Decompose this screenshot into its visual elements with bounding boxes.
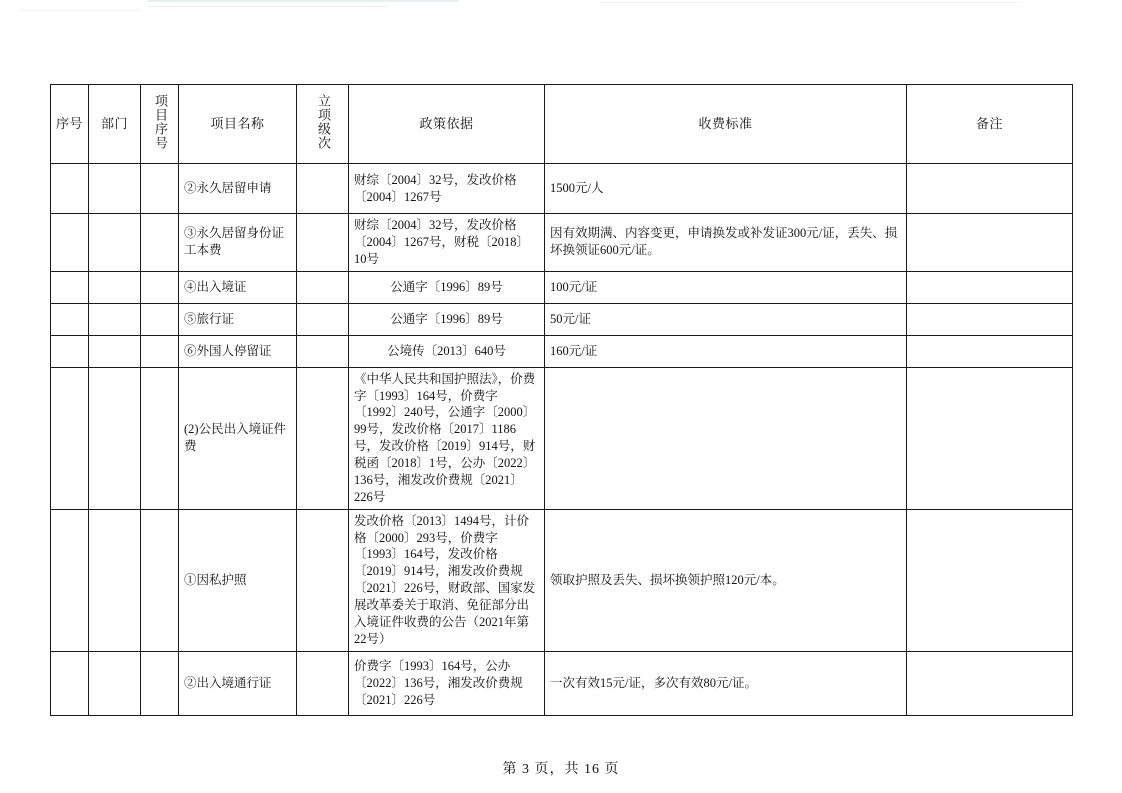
scan-artifact [20, 10, 140, 11]
column-header-dept-label: 部门 [100, 115, 128, 131]
cell-policy-basis: 公通字〔1996〕89号 [349, 303, 545, 335]
table-row [51, 335, 1073, 367]
cell-dept [89, 214, 141, 272]
cell-seq [51, 214, 89, 272]
cell-remark [907, 335, 1073, 367]
cell-item-name: ⑥外国人停留证 [179, 335, 297, 367]
cell-seq [51, 509, 89, 651]
column-header-seq [51, 85, 89, 164]
cell-policy-basis: 公通字〔1996〕89号 [349, 271, 545, 303]
cell-policy-basis: 公境传〔2013〕640号 [349, 335, 545, 367]
cell-dept [89, 271, 141, 303]
page-footer: 第 3 页，共 16 页 [502, 762, 620, 777]
cell-policy-basis: 《中华人民共和国护照法》，价费字〔1993〕164号，价费字〔1992〕240号，公通字〔2000〕99号，发改价格〔2017〕1186号，发改价格〔2019〕914号，财税函〔2018〕1号，公办〔2022〕136号，湘发改价费规〔2021〕226号 [349, 367, 545, 509]
cell-dept [89, 335, 141, 367]
cell-dept [89, 509, 141, 651]
cell-level [297, 335, 349, 367]
table-row [51, 164, 1073, 214]
cell-level [297, 164, 349, 214]
table-row [51, 651, 1073, 715]
cell-level [297, 271, 349, 303]
cell-item-name: ②永久居留申请 [179, 164, 297, 214]
cell-level [297, 214, 349, 272]
cell-itemno [141, 509, 179, 651]
table-row [51, 271, 1073, 303]
cell-dept [89, 367, 141, 509]
table-body [51, 164, 1073, 716]
cell-policy-basis: 发改价格〔2013〕1494号，计价格〔2000〕293号，价费字〔1993〕164号，发改价格〔2019〕914号，湘发改价费规〔2021〕226号，财政部、国家发展改革委关于取消、免征部分出入境证件收费的公告（2021年第22号） [349, 509, 545, 651]
cell-level [297, 367, 349, 509]
scan-artifact [148, 6, 388, 7]
scan-artifact [148, 0, 458, 2]
column-header-name-label: 项目名称 [210, 115, 265, 131]
table-row [51, 367, 1073, 509]
cell-seq [51, 164, 89, 214]
column-header-remark-label: 备注 [975, 115, 1003, 131]
table-row [51, 303, 1073, 335]
cell-seq [51, 651, 89, 715]
cell-policy-basis: 财综〔2004〕32号，发改价格〔2004〕1267号，财税〔2018〕10号 [349, 214, 545, 272]
cell-item-name: ③永久居留身份证工本费 [179, 214, 297, 272]
cell-fee-standard: 因有效期满、内容变更，申请换发或补发证300元/证，丢失、损坏换领证600元/证。 [545, 214, 907, 272]
table-header-row [51, 85, 1073, 164]
column-header-name [179, 85, 297, 164]
column-header-dept [89, 85, 141, 164]
cell-remark [907, 164, 1073, 214]
cell-remark [907, 367, 1073, 509]
column-header-itemno-label: 项目序号 [152, 93, 168, 150]
cell-item-name: ②出入境通行证 [179, 651, 297, 715]
cell-level [297, 509, 349, 651]
cell-level [297, 651, 349, 715]
column-header-level-label: 立项级次 [315, 93, 331, 150]
cell-itemno [141, 303, 179, 335]
cell-remark [907, 303, 1073, 335]
fee-schedule-table [50, 84, 1073, 716]
cell-level [297, 303, 349, 335]
column-header-itemno [141, 85, 179, 164]
cell-fee-standard: 一次有效15元/证，多次有效80元/证。 [545, 651, 907, 715]
cell-dept [89, 303, 141, 335]
cell-seq [51, 367, 89, 509]
cell-dept [89, 651, 141, 715]
table-row [51, 214, 1073, 272]
cell-item-name: ①因私护照 [179, 509, 297, 651]
column-header-seq-label: 序号 [56, 115, 84, 131]
cell-item-name: (2)公民出入境证件费 [179, 367, 297, 509]
cell-itemno [141, 271, 179, 303]
cell-policy-basis: 财综〔2004〕32号，发改价格〔2004〕1267号 [349, 164, 545, 214]
column-header-remark [907, 85, 1073, 164]
cell-policy-basis: 价费字〔1993〕164号，公办〔2022〕136号，湘发改价费规〔2021〕226号 [349, 651, 545, 715]
cell-remark [907, 651, 1073, 715]
cell-itemno [141, 214, 179, 272]
cell-fee-standard: 1500元/人 [545, 164, 907, 214]
column-header-basis [349, 85, 545, 164]
column-header-standard [545, 85, 907, 164]
cell-seq [51, 271, 89, 303]
cell-seq [51, 335, 89, 367]
cell-fee-standard: 160元/证 [545, 335, 907, 367]
cell-dept [89, 164, 141, 214]
cell-itemno [141, 335, 179, 367]
cell-remark [907, 509, 1073, 651]
cell-itemno [141, 651, 179, 715]
cell-fee-standard: 50元/证 [545, 303, 907, 335]
column-header-basis-label: 政策依据 [419, 115, 474, 131]
cell-fee-standard [545, 367, 907, 509]
cell-item-name: ⑤旅行证 [179, 303, 297, 335]
cell-fee-standard: 领取护照及丢失、损坏换领护照120元/本。 [545, 509, 907, 651]
cell-remark [907, 214, 1073, 272]
scan-artifact [600, 2, 1020, 3]
cell-itemno [141, 164, 179, 214]
cell-remark [907, 271, 1073, 303]
table-row [51, 509, 1073, 651]
column-header-standard-label: 收费标准 [698, 115, 753, 131]
cell-fee-standard: 100元/证 [545, 271, 907, 303]
cell-item-name: ④出入境证 [179, 271, 297, 303]
cell-itemno [141, 367, 179, 509]
column-header-level [297, 85, 349, 164]
cell-seq [51, 303, 89, 335]
